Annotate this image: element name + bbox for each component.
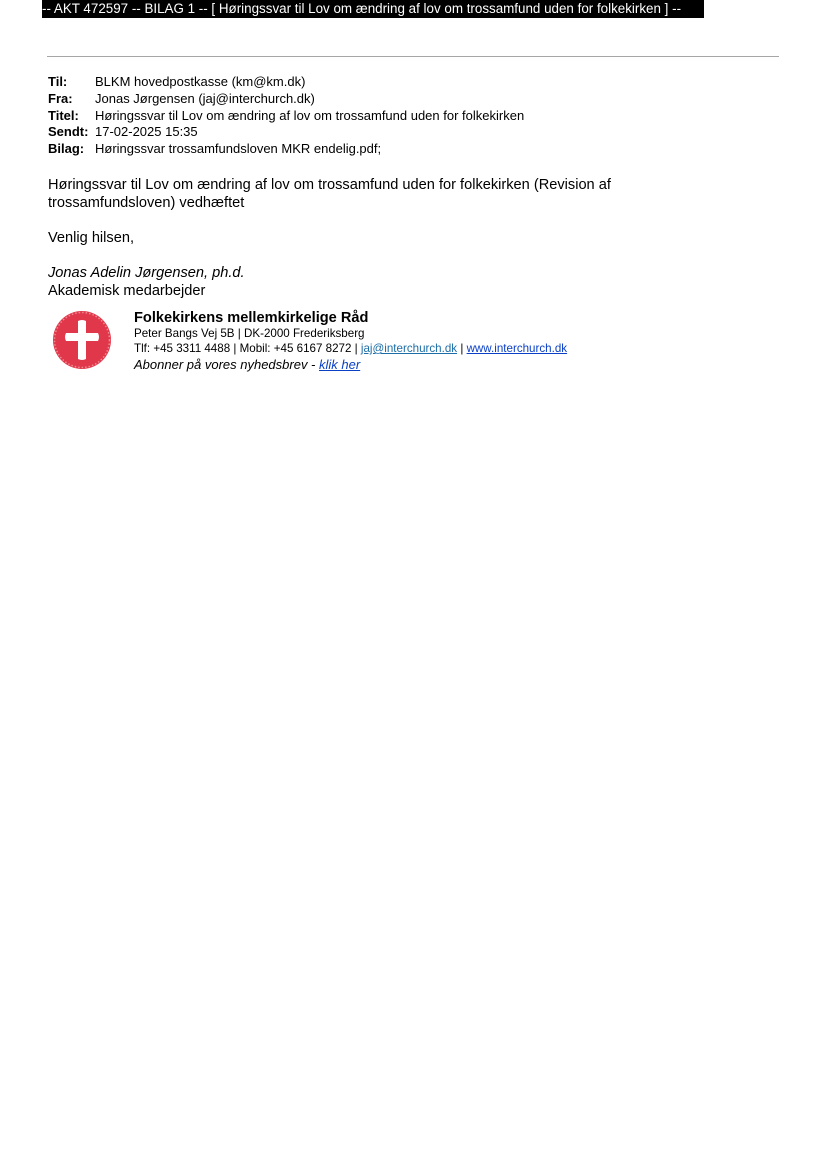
header-value: BLKM hovedpostkasse (km@km.dk)	[95, 74, 306, 89]
organization-address: Peter Bangs Vej 5B | DK-2000 Frederiksberg	[134, 327, 365, 340]
header-row-to	[48, 74, 524, 91]
body-greeting: Venlig hilsen,	[48, 230, 135, 246]
email-signature	[52, 310, 652, 374]
email-link[interactable]: jaj@interchurch.dk	[360, 342, 458, 355]
red-cross-circle-logo-icon	[52, 310, 112, 370]
header-label: Titel:	[48, 107, 79, 123]
email-headers	[48, 74, 524, 158]
subscribe-link[interactable]: klik her	[319, 357, 361, 372]
email-body	[48, 176, 688, 300]
header-label: Til:	[48, 74, 68, 89]
header-row-sent	[48, 124, 524, 141]
header-divider	[47, 56, 779, 57]
subscribe-text: Abonner på vores nyhedsbrev -	[134, 357, 319, 372]
phone-text: Tlf: +45 3311 4488 | Mobil: +45 6167 8272 |	[134, 342, 361, 355]
header-value: Høringssvar til Lov om ændring af lov om trossamfund uden for folkekirken	[95, 107, 525, 123]
sender-name: Jonas Adelin Jørgensen, ph.d.	[48, 265, 245, 281]
newsletter-line	[134, 356, 567, 373]
sender-title: Akademisk medarbejder	[48, 283, 206, 299]
header-label: Bilag:	[48, 141, 85, 157]
header-label: Sendt:	[48, 124, 89, 140]
header-value: 17-02-2025 15:35	[95, 124, 198, 140]
header-label: Fra:	[48, 90, 73, 106]
header-row-attachment	[48, 141, 524, 158]
link-separator: |	[457, 342, 467, 355]
organization-name: Folkekirkens mellemkirkelige Råd	[134, 310, 369, 326]
organization-contact	[134, 341, 567, 356]
website-link[interactable]: www.interchurch.dk	[466, 342, 568, 355]
body-intro: Høringssvar til Lov om ændring af lov om trossamfund uden for folkekirken (Revision af trossamfundsloven) vedhæftet	[48, 177, 611, 211]
header-row-title	[48, 108, 524, 125]
header-value: Jonas Jørgensen (jaj@interchurch.dk)	[95, 90, 315, 106]
document-banner: -- AKT 472597 -- BILAG 1 -- [ Høringssvar til Lov om ændring af lov om trossamfund uden for folkekirken ] --	[42, 0, 704, 18]
header-row-from	[48, 91, 524, 108]
attachment-name[interactable]: Høringssvar trossamfundsloven MKR endelig.pdf;	[95, 141, 382, 157]
organization-info	[134, 310, 567, 373]
